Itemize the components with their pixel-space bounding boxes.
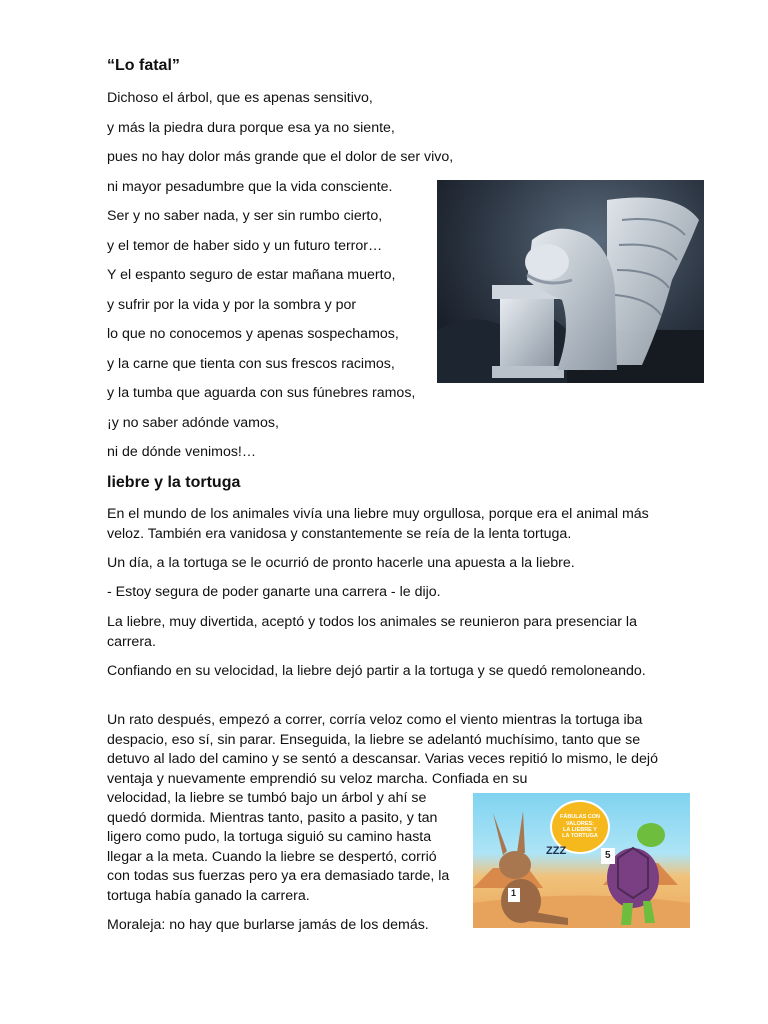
fable-paragraph: Confiando en su velocidad, la liebre dejó partir a la tortuga y se quedó remoloneando. xyxy=(107,663,646,679)
poem-line: lo que no conocemos y apenas sospechamos, xyxy=(107,326,399,342)
poem-line: Dichoso el árbol, que es apenas sensitivo, xyxy=(107,90,373,106)
badge-line: FÁBULAS CON xyxy=(559,814,601,821)
moraleja: Moraleja: no hay que burlarse jamás de los demás. xyxy=(107,917,429,933)
badge-line: VALORES: xyxy=(565,820,594,827)
poem-line: y más la piedra dura porque esa ya no siente, xyxy=(107,120,395,136)
poem-line: y sufrir por la vida y por la sombra y por xyxy=(107,297,357,313)
fable-paragraph: Un día, a la tortuga se le ocurrió de pronto hacerle una apuesta a la liebre. xyxy=(107,555,575,571)
fable-title: liebre y la tortuga xyxy=(107,474,241,491)
poem-line: Ser y no saber nada, y ser sin rumbo cierto, xyxy=(107,208,383,224)
poem-line: y el temor de haber sido y un futuro terror… xyxy=(107,238,383,254)
poem-line: ni de dónde venimos!… xyxy=(107,444,257,460)
weeping-angel-image xyxy=(437,180,704,383)
sleep-zzz-text: ZZZ xyxy=(546,845,567,857)
fable-paragraph: - Estoy segura de poder ganarte una carrera - le dijo. xyxy=(107,584,441,600)
hare-and-tortoise-image xyxy=(473,793,690,928)
poem-line: ¡y no saber adónde vamos, xyxy=(107,415,279,431)
poem-title: “Lo fatal” xyxy=(107,57,180,74)
fable-paragraph: Un rato después, empezó a correr, corría veloz como el viento mientras la tortuga iba despacio, eso sí, sin parar. Enseguida, la liebre se adelantó muchísimo, tanto que se detuvo al lado del camino y se sentó a descansar. Varias veces repitió lo mismo, le dejó ventaja y nuevamente emprendió su veloz marcha. Confiada en su xyxy=(107,712,658,787)
fable-paragraph: velocidad, la liebre se tumbó bajo un árbol y ahí se quedó dormida. Mientras tanto, pasito a pasito, y tan ligero como pudo, la tortuga siguió su camino hasta llegar a la meta. Cuando la liebre se despertó, corrió con todas sus fuerzas pero ya era demasiado tarde, la tortuga había ganado la carrera. xyxy=(107,790,450,904)
poem-line: y la carne que tienta con sus frescos racimos, xyxy=(107,356,395,372)
poem-line: Y el espanto seguro de estar mañana muerto, xyxy=(107,267,396,283)
poem-line: y la tumba que aguarda con sus fúnebres ramos, xyxy=(107,385,416,401)
poem-line: ni mayor pesadumbre que la vida consciente. xyxy=(107,179,393,195)
fable-paragraph: En el mundo de los animales vivía una liebre muy orgullosa, porque era el animal más veloz. También era vanidosa y constantemente se reía de la lenta tortuga. xyxy=(107,506,649,542)
badge-line: LA TORTUGA xyxy=(562,833,598,840)
poem-line: pues no hay dolor más grande que el dolor de ser vivo, xyxy=(107,149,454,165)
tortoise-number-tag: 5 xyxy=(605,850,611,861)
fable-paragraph: La liebre, muy divertida, aceptó y todos los animales se reunieron para presenciar la carrera. xyxy=(107,614,637,650)
badge-line: LA LIEBRE Y xyxy=(563,827,597,833)
hare-number-tag: 1 xyxy=(511,888,517,898)
